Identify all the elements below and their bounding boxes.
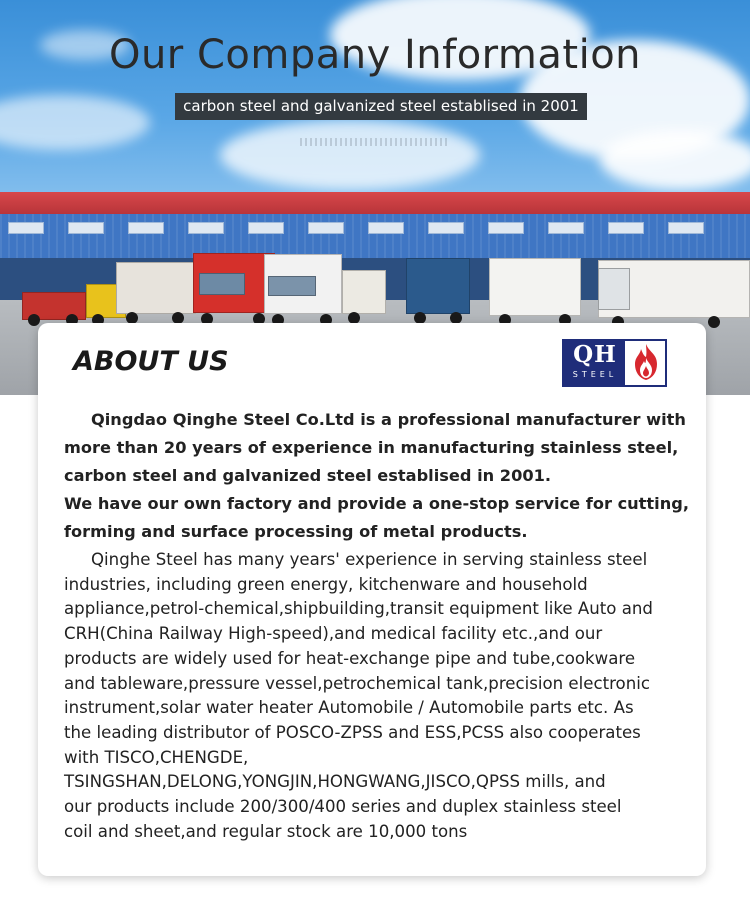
window bbox=[608, 222, 644, 234]
company-logo bbox=[562, 339, 667, 387]
logo-text: QH bbox=[573, 341, 617, 368]
body-paragraph bbox=[64, 548, 694, 844]
body-line: and tableware,pressure vessel,petrochemical tank,precision electronic bbox=[64, 673, 650, 693]
intro-line: more than 20 years of experience in manufacturing stainless steel, bbox=[64, 438, 679, 457]
logo-subtext: STEEL bbox=[572, 370, 618, 379]
intro-paragraph bbox=[64, 406, 694, 546]
body-line: Qinghe Steel has many years' experience in serving stainless steel bbox=[91, 550, 648, 569]
body-line: instrument,solar water heater Automobile / Automobile parts etc. As bbox=[64, 698, 634, 718]
window bbox=[248, 222, 284, 234]
body-line: coil and sheet,and regular stock are 10,000 tons bbox=[64, 821, 468, 841]
page-title: Our Company Information bbox=[108, 32, 642, 78]
about-card bbox=[38, 323, 706, 876]
truck bbox=[116, 262, 196, 324]
window bbox=[428, 222, 464, 234]
about-heading: ABOUT US bbox=[73, 346, 229, 377]
truck bbox=[489, 258, 581, 326]
body-line: products are widely used for heat-exchange pipe and tube,cookware bbox=[64, 648, 636, 668]
window bbox=[668, 222, 704, 234]
truck bbox=[406, 258, 470, 324]
truck bbox=[598, 260, 750, 332]
window bbox=[308, 222, 344, 234]
body-line: our products include 200/300/400 series and duplex stainless steel bbox=[64, 797, 622, 817]
body-line: TSINGSHAN,DELONG,YONGJIN,HONGWANG,JISCO,QPSS mills, and bbox=[64, 772, 606, 792]
intro-line: Qingdao Qinghe Steel Co.Ltd is a professional manufacturer with bbox=[91, 410, 686, 429]
body-line: CRH(China Railway High-speed),and medical facility etc.,and our bbox=[64, 624, 603, 644]
truck bbox=[342, 270, 387, 324]
window bbox=[488, 222, 524, 234]
intro-line: forming and surface processing of metal products. bbox=[64, 522, 528, 541]
body-line: with TISCO,CHENGDE, bbox=[64, 747, 249, 767]
window bbox=[188, 222, 224, 234]
body-line: industries, including green energy, kitchenware and household bbox=[64, 574, 588, 594]
body-line: the leading distributor of POSCO-ZPSS and ESS,PCSS also cooperates bbox=[64, 722, 641, 742]
body-line: appliance,petrol-chemical,shipbuilding,transit equipment like Auto and bbox=[64, 599, 653, 619]
truck bbox=[193, 253, 275, 325]
subtitle-banner: carbon steel and galvanized steel establised in 2001 bbox=[175, 93, 587, 120]
flame-icon bbox=[627, 342, 665, 384]
window bbox=[368, 222, 404, 234]
about-text bbox=[64, 406, 694, 844]
truck bbox=[22, 288, 92, 324]
window bbox=[8, 222, 44, 234]
window bbox=[128, 222, 164, 234]
truck bbox=[264, 254, 342, 326]
window bbox=[68, 222, 104, 234]
intro-line: carbon steel and galvanized steel establised in 2001. bbox=[64, 466, 552, 485]
decorative-caption bbox=[300, 138, 450, 146]
warehouse-roof bbox=[0, 192, 750, 214]
intro-line: We have our own factory and provide a one-stop service for cutting, bbox=[64, 494, 689, 513]
window bbox=[548, 222, 584, 234]
